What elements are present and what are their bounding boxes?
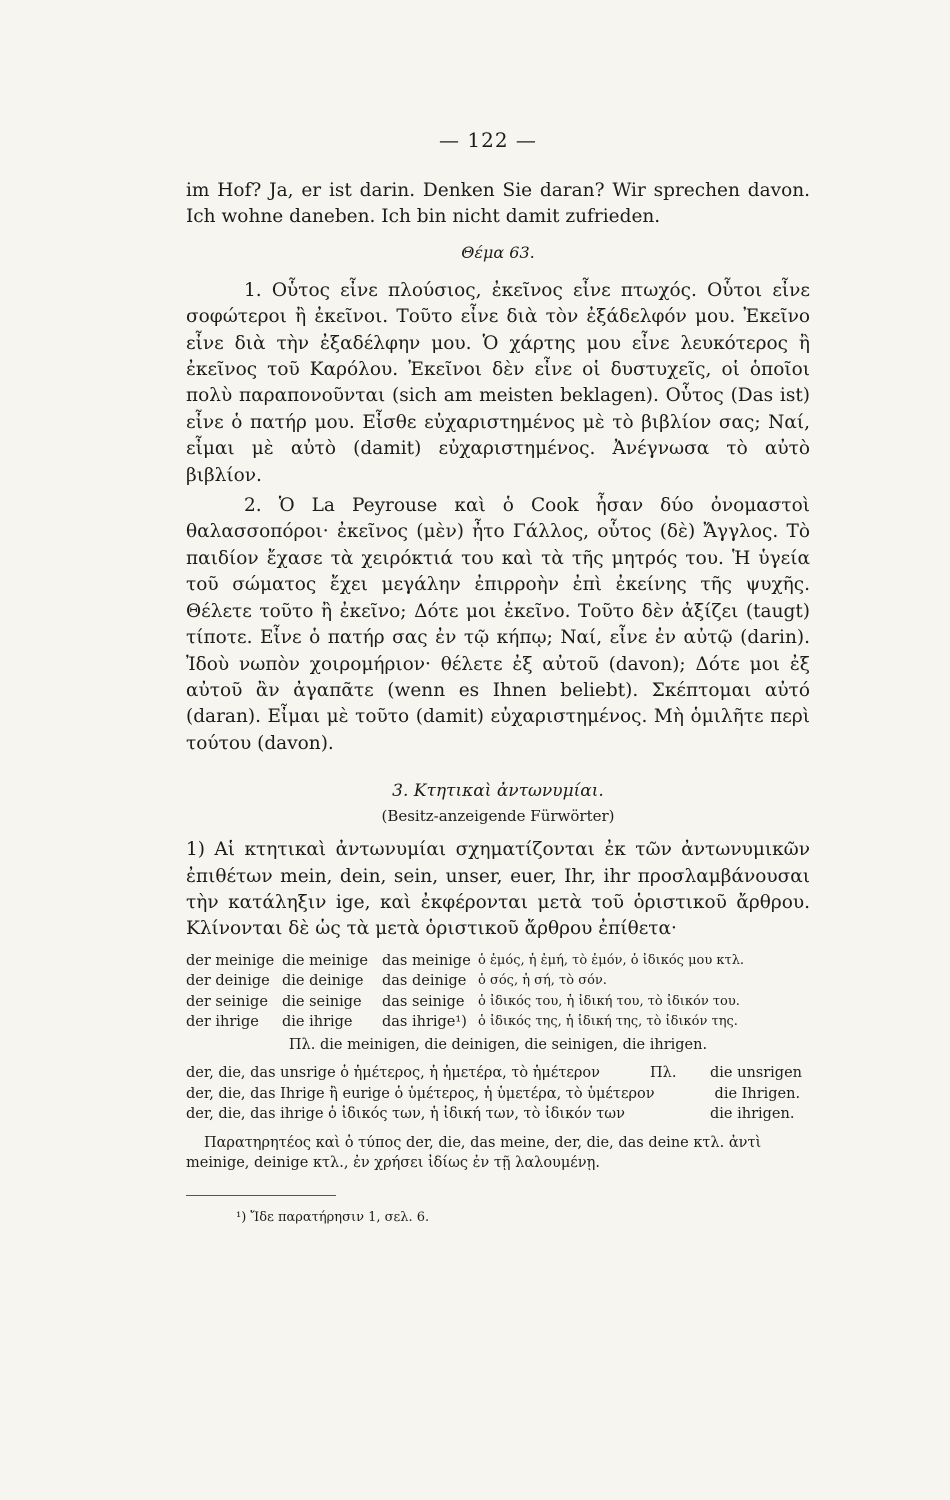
section-heading: 3. Κτητικαὶ ἀντωνυμίαι. [392, 781, 604, 802]
exercise-paragraph-1: 1. Οὗτος εἶνε πλούσιος, ἐκεῖνος εἶνε πτωχός. Οὗτοι εἶνε σοφώτεροι ἢ ἐκεῖνοι. Τοῦτο εἶνε διὰ τὸν ἐξάδελφόν μου. Ἐκεῖνο εἶνε διὰ τὴν ἐξαδέλφην μου. Ὁ χάρτης μου εἶνε λευκότερος ἢ ἐκεῖνος τοῦ Καρόλου. Ἐκεῖνοι δὲν εἶνε οἱ δυστυχεῖς, οἱ ὁποῖοι πολὺ παραπονοῦνται (sich am meisten beklagen). Οὗτος (Das ist) εἶνε ὁ πατήρ μου. Εἶσθε εὐχαριστημένος μὲ τὸ βιβλίον σας; Ναί, εἶμαι μὲ αὐτὸ (damit) εὐχαριστημένος. Ἀνέγνωσα τὸ αὐτὸ βιβλίον. [186, 279, 810, 486]
section-subheading: (Besitz-anzeigende Fürwörter) [381, 807, 615, 826]
declension-row: der meinige die meinige das meinige ὁ ἐμός, ἡ ἐμή, τὸ ἐμόν, ὁ ἰδικός μου κτλ. [186, 952, 745, 969]
remark-note: Παρατηρητέος καὶ ὁ τύπος der, die, das meine, der, die, das deine κτλ. ἀντὶ meinige, deinige κτλ., ἐν χρήσει ἰδίως ἐν τῇ λαλουμένῃ. [186, 1134, 762, 1171]
plural-table [186, 1063, 810, 1125]
plural-row: der, die, das ihrige ὁ ἰδικός των, ἡ ἰδική των, τὸ ἰδικόν των die ihrigen. [186, 1106, 795, 1123]
declension-row: der ihrige die ihrige das ihrige¹) ὁ ἰδικός της, ἡ ἰδική της, τὸ ἰδικόν της. [186, 1014, 738, 1031]
rule-paragraph: 1) Αἱ κτητικαὶ ἀντωνυμίαι σχηματίζονται ἐκ τῶν ἀντωνυμικῶν ἐπιθέτων mein, dein, sein, unser, euer, Ihr, ihr προσλαμβάνουσαι τὴν κατάληξιν ige, καὶ ἐκφέρονται μετὰ τοῦ ὁριστικοῦ ἄρθρου. Κλίνονται δὲ ὡς τὰ μετὰ ὁριστικοῦ ἄρθρου ἐπίθετα· [186, 839, 810, 940]
exercise-title: Θέμα 63. [461, 242, 535, 262]
paragraph-german-continuation: im Hof? Ja, er ist darin. Denken Sie daran? Wir sprechen davon. Ich wohne daneben. Ich bin nicht damit zufrieden. [186, 180, 810, 228]
declension-row: der seinige die seinige das seinige ὁ ἰδικός του, ἡ ἰδική του, τὸ ἰδικόν του. [186, 993, 740, 1010]
footnote: ¹) Ἴδε παρατήρησιν 1, σελ. 6. [236, 1209, 430, 1225]
page-number: — 122 — [439, 128, 537, 152]
declension-row: der deinige die deinige das deinige ὁ σός, ἡ σή, τὸ σόν. [186, 973, 607, 990]
plural-line: Πλ. die meinigen, die deinigen, die seinigen, die ihrigen. [288, 1036, 708, 1053]
plural-row: der, die, das Ihrige ἢ eurige ὁ ὑμέτερος, ἡ ὑμετέρα, τὸ ὑμέτερον die Ihrigen. [186, 1085, 801, 1102]
footnote-divider [186, 1195, 336, 1196]
declension-table [186, 951, 810, 1033]
exercise-paragraph-2: 2. Ὁ La Peyrouse καὶ ὁ Cook ἦσαν δύο ὀνομαστοὶ θαλασσοπόροι· ἐκεῖνος (μὲν) ἦτο Γάλλος, οὗτος (δὲ) Ἄγγλος. Τὸ παιδίον ἔχασε τὰ χειρόκτιά του καὶ τὰ τῆς μητρός του. Ἡ ὑγεία τοῦ σώματος ἔχει μεγάλην ἐπιρροὴν ἐπὶ ἐκείνης τῆς ψυχῆς. Θέλετε τοῦτο ἢ ἐκεῖνο; Δότε μοι ἐκεῖνο. Τοῦτο δὲν ἀξίζει (taugt) τίποτε. Εἶνε ὁ πατήρ σας ἐν τῷ κήπῳ; Ναί, εἶνε ἐν αὐτῷ (darin). Ἰδοὺ νωπὸν χοιρομήριον· θέλετε ἐξ αὐτοῦ (davon); Δότε μοι ἐξ αὐτοῦ ἂν ἀγαπᾶτε (wenn es Ihnen beliebt). Σκέπτομαι αὐτό (daran). Εἶμαι μὲ τοῦτο (damit) εὐχαριστημένος. Μὴ ὁμιλῆτε περὶ τούτου (davon). [186, 495, 810, 754]
plural-row: der, die, das unsrige ὁ ἡμέτερος, ἡ ἡμετέρα, τὸ ἡμέτερον Πλ. die unsrigen [186, 1065, 802, 1082]
